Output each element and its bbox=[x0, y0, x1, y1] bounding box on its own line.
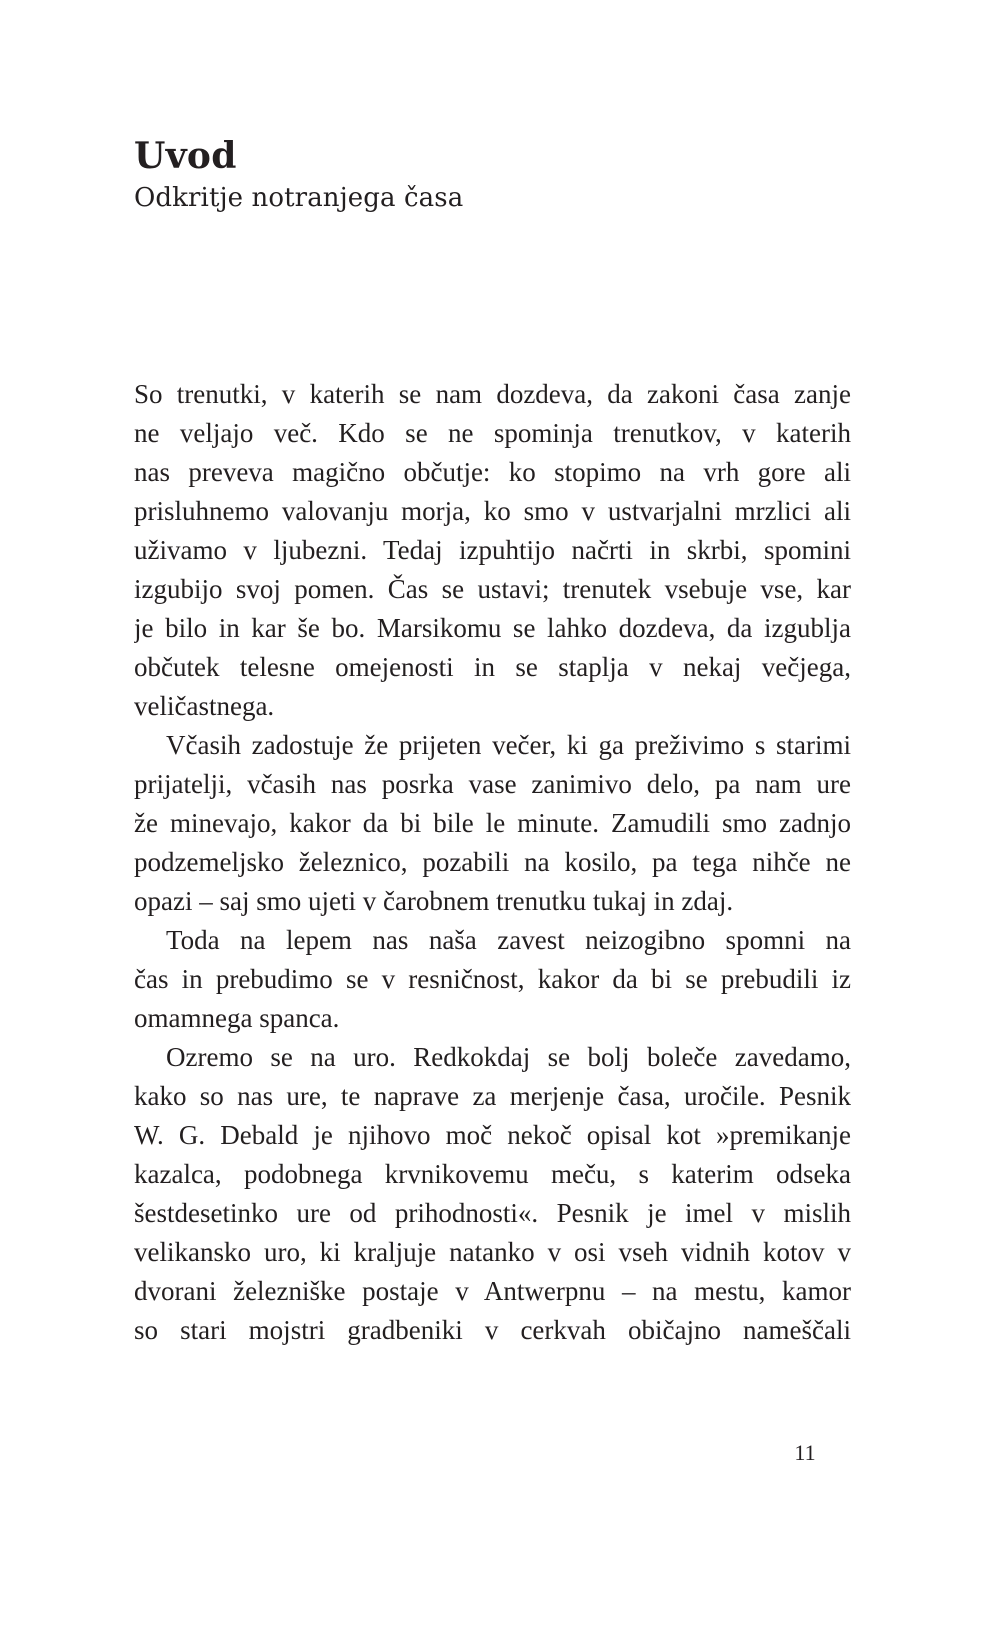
text-line: podzemeljsko železnico, pozabili na kosilo, pa tega nihče ne bbox=[134, 847, 851, 877]
text-line: prijatelji, včasih nas posrka vase zanimivo delo, pa nam ure bbox=[134, 769, 851, 799]
text-line: čas in prebudimo se v resničnost, kakor da bi se prebudili iz bbox=[134, 964, 851, 994]
text-line: je bilo in kar še bo. Marsikomu se lahko dozdeva, da izgublja bbox=[134, 613, 851, 643]
text-line: kako so nas ure, te naprave za merjenje časa, uročile. Pesnik bbox=[134, 1081, 851, 1111]
text-line: prisluhnemo valovanju morja, ko smo v ustvarjalni mrzlici ali bbox=[134, 496, 851, 526]
page-number: 11 bbox=[794, 1440, 816, 1465]
chapter-title: Uvod bbox=[134, 135, 237, 177]
chapter-heading bbox=[134, 132, 854, 216]
text-line: dvorani železniške postaje v Antwerpnu – na mestu, kamor bbox=[134, 1276, 851, 1306]
text-line: že minevajo, kakor da bi bile le minute. Zamudili smo zadnjo bbox=[134, 808, 851, 838]
text-line: So trenutki, v katerih se nam dozdeva, da zakoni časa zanje bbox=[134, 379, 851, 409]
text-line: občutek telesne omejenosti in se staplja v nekaj večjega, bbox=[134, 652, 851, 682]
text-line: Ozremo se na uro. Redkokdaj se bolj boleče zavedamo, bbox=[166, 1042, 851, 1072]
text-line: omamnega spanca. bbox=[134, 1003, 340, 1033]
text-line: veličastnega. bbox=[134, 691, 275, 721]
text-line: Včasih zadostuje že prijeten večer, ki ga preživimo s starimi bbox=[166, 730, 851, 760]
text-line: ne veljajo več. Kdo se ne spominja trenutkov, v katerih bbox=[134, 418, 851, 448]
chapter-subtitle: Odkritje notranjega časa bbox=[134, 183, 464, 213]
text-line: velikansko uro, ki kraljuje natanko v osi vseh vidnih kotov v bbox=[134, 1237, 851, 1267]
text-line: šestdesetinko ure od prihodnosti«. Pesnik je imel v mislih bbox=[134, 1198, 851, 1228]
text-line: W. G. Debald je njihovo moč nekoč opisal kot »premikanje bbox=[134, 1120, 851, 1150]
chapter-body bbox=[134, 375, 851, 1350]
text-line: nas preveva magično občutje: ko stopimo na vrh gore ali bbox=[134, 457, 851, 487]
text-line: kazalca, podobnega krvnikovemu meču, s katerim odseka bbox=[134, 1159, 851, 1189]
text-line: uživamo v ljubezni. Tedaj izpuhtijo načrti in skrbi, spomini bbox=[134, 535, 851, 565]
text-line: izgubijo svoj pomen. Čas se ustavi; trenutek vsebuje vse, kar bbox=[134, 574, 851, 604]
text-line: Toda na lepem nas naša zavest neizogibno spomni na bbox=[166, 925, 851, 955]
text-line: so stari mojstri gradbeniki v cerkvah običajno nameščali bbox=[134, 1315, 851, 1345]
text-line: opazi – saj smo ujeti v čarobnem trenutku tukaj in zdaj. bbox=[134, 886, 734, 916]
